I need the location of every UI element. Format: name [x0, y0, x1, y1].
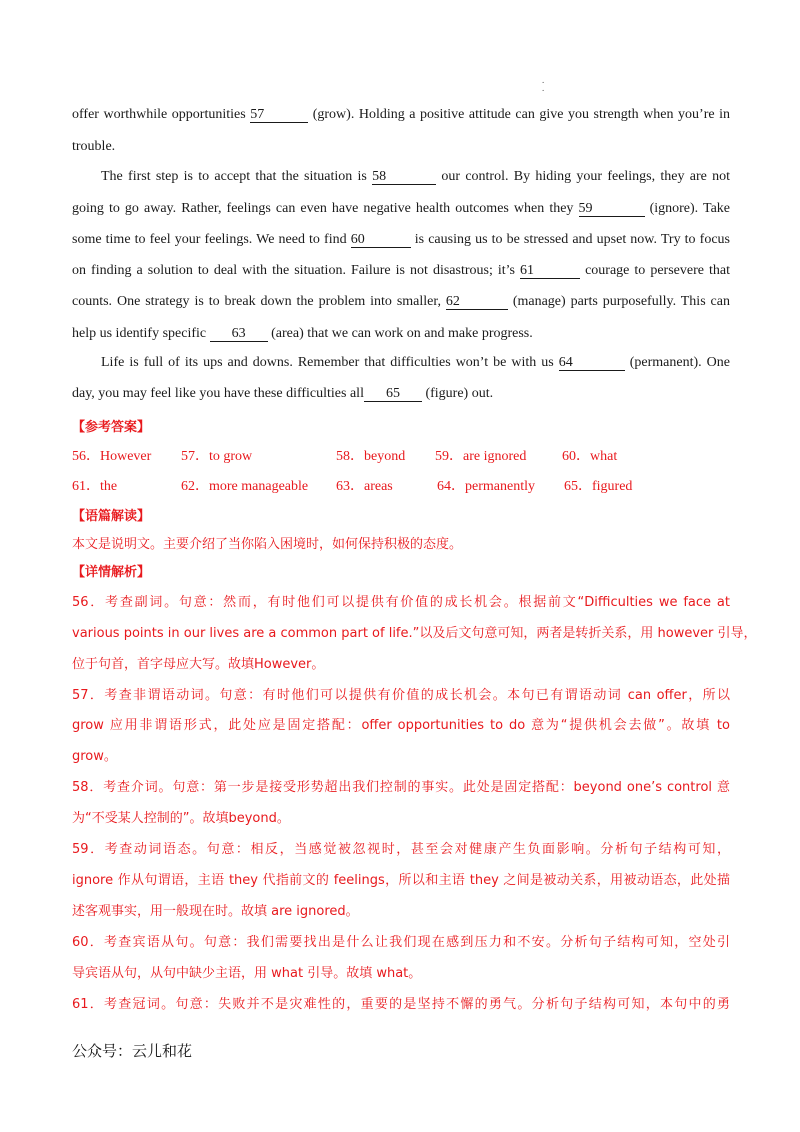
detail-heading: 【详情解析】	[72, 565, 151, 580]
explanation-line-5: grow 应用非谓语形式，此处应是固定搭配：offer opportunities to do 意为“提供机会去做”。故填 to	[72, 718, 730, 733]
blank-62[interactable]: 62	[446, 295, 508, 310]
blank-58[interactable]: 58	[372, 170, 436, 185]
blank-57[interactable]: 57	[250, 108, 308, 123]
explanation-line-2: various points in our lives are a common part of life.”以及后文句意可知，两者是转折关系，用 however 引导，	[72, 626, 757, 641]
blank-61[interactable]: 61	[520, 264, 580, 279]
answer-57: 57．to grow	[181, 449, 253, 464]
explanation-line-11: 述客观事实，用一般现在时。故填 are ignored。	[72, 904, 359, 919]
answer-65: 65．figured	[564, 479, 633, 494]
passage-line-4: going to go away. Rather, feelings can even have negative health outcomes when they 59 (ignore). Take	[72, 201, 731, 216]
passage-line-2: trouble.	[72, 139, 116, 154]
explanation-line-13: 导宾语从句，从句中缺少主语，用 what 引导。故填 what。	[72, 966, 422, 981]
blank-63[interactable]: 63	[210, 327, 268, 342]
explanation-line-14: 61．考查冠词。句意：失败并不是灾难性的，重要的是坚持不懈的勇气。分析句子结构可知，本句中的勇	[72, 997, 730, 1012]
explanation-line-4: 57．考查非谓语动词。句意：有时他们可以提供有价值的成长机会。本句已有谓语动词 can offer，所以	[72, 688, 730, 703]
passage-line-3: The first step is to accept that the situation is 58 our control. By hiding your feelings, they are not	[101, 169, 731, 184]
passage-line-10: day, you may feel like you have these difficulties all 65 (figure) out.	[72, 386, 494, 401]
answer-63: 63．areas	[336, 479, 393, 494]
explanation-line-10: ignore 作从句谓语，主语 they 代指前文的 feelings，所以和主语 they 之间是被动关系，用被动语态，此处描	[72, 873, 730, 888]
answer-60: 60．what	[562, 449, 618, 464]
blank-64[interactable]: 64	[559, 356, 625, 371]
answer-58: 58．beyond	[336, 449, 406, 464]
summary-text: 本文是说明文。主要介绍了当你陷入困境时，如何保持积极的态度。	[72, 537, 463, 552]
decorative-dots: . .	[542, 75, 545, 93]
explanation-line-3: 位于句首，首字母应大写。故填However。	[72, 657, 325, 672]
passage-line-7: counts. One strategy is to break down the problem into smaller, 62 (manage) parts purposefully. This can	[72, 294, 730, 309]
explanation-line-8: 为“不受某人控制的”。故填beyond。	[72, 811, 290, 826]
passage-line-1: offer worthwhile opportunities 57 (grow). Holding a positive attitude can give you strength when you’re in	[72, 107, 730, 122]
answer-59: 59．are ignored	[435, 449, 527, 464]
explanation-line-6: grow。	[72, 749, 117, 764]
explanation-line-7: 58．考查介词。句意：第一步是接受形势超出我们控制的事实。此处是固定搭配：beyond one’s control 意	[72, 780, 730, 795]
answer-56: 56．However	[72, 449, 152, 464]
passage-line-9: Life is full of its ups and downs. Remember that difficulties won’t be with us 64 (permanent). One	[101, 355, 730, 370]
blank-65[interactable]: 65	[364, 387, 422, 402]
answers-heading: 【参考答案】	[72, 420, 151, 435]
answer-61: 61．the	[72, 479, 118, 494]
answer-62: 62．more manageable	[181, 479, 309, 494]
explanation-line-12: 60．考查宾语从句。句意：我们需要找出是什么让我们现在感到压力和不安。分析句子结构可知，空处引	[72, 935, 730, 950]
footer-account: 公众号：云儿和花	[72, 1042, 193, 1060]
passage-line-5: some time to feel your feelings. We need to find 60 is causing us to be stressed and upset now. Try to focus	[72, 232, 730, 247]
answer-64: 64．permanently	[437, 479, 535, 494]
passage-line-6: on finding a solution to deal with the situation. Failure is not disastrous; it’s 61 courage to persevere that	[72, 263, 730, 278]
reading-heading: 【语篇解读】	[72, 509, 151, 524]
passage-line-8: help us identify specific 63 (area) that we can work on and make progress.	[72, 326, 533, 341]
blank-60[interactable]: 60	[351, 233, 411, 248]
explanation-line-9: 59．考查动词语态。句意：相反，当感觉被忽视时，甚至会对健康产生负面影响。分析句子结构可知，	[72, 842, 730, 857]
blank-59[interactable]: 59	[579, 202, 645, 217]
explanation-line-1: 56．考查副词。句意：然而，有时他们可以提供有价值的成长机会。根据前文“Difficulties we face at	[72, 595, 730, 610]
